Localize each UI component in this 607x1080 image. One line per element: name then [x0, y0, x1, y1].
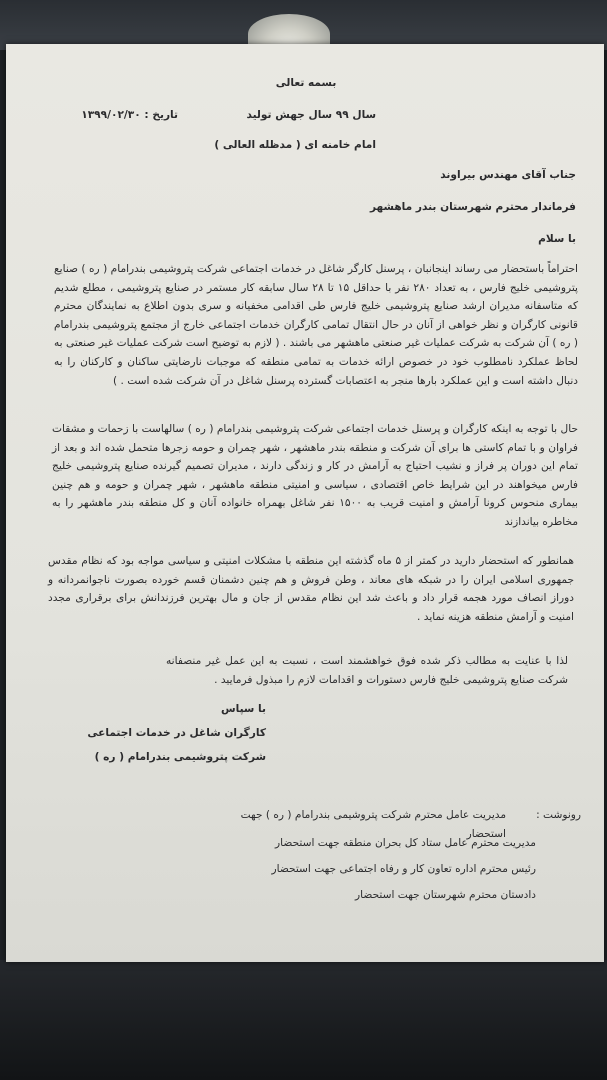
letter-paper: [6, 44, 604, 962]
recipient-name: جناب آقای مهندس بیراوند: [440, 169, 576, 181]
leader-quote-attribution: امام خامنه ای ( مدظله العالی ): [214, 139, 376, 151]
closing-thanks: با سپاس: [221, 703, 266, 715]
background-floor: [0, 960, 607, 1080]
cc-item: مدیریت محترم عامل ستاد کل بحران منطقه جهت استحضار: [275, 837, 536, 849]
closing-company: شرکت پتروشیمی بندرامام ( ره ): [94, 751, 266, 763]
closing-signatory: کارگران شاغل در خدمات اجتماعی: [87, 727, 266, 739]
year-slogan: سال ۹۹ سال جهش تولید: [246, 109, 376, 121]
cc-item: رئیس محترم اداره تعاون کار و رفاه اجتماعی جهت استحضار: [271, 863, 536, 875]
recipient-title: فرماندار محترم شهرستان بندر ماهشهر: [369, 201, 576, 213]
paragraph-1: احتراماً باستحضار می رساند اینجانبان ، پرسنل کارگر شاغل در خدمات اجتماعی شرکت پتروشیمی بندرامام ( ره ) صنایع پتروشیمی خلیج فارس ، به تعداد ۲۸۰ نفر با حداقل ۱۵ تا ۲۸ سال سابقه کار مستمر در صنایع پتروشیمی ، مطلع شدیم که متاسفانه مدیران ارشد صنایع پتروشیمی خلیج فارس طی اقدامی مخفیانه و سری بدون اطلاع به نمایندگان محترم قانونی کارگران و نظر خواهی از آنان در حال انتقال تمامی کارگران خدمات اجتماعی خارج از مجتمع پتروشیمی بندرامام ( ره ) آن شرکت به شرکت عملیات غیر صنعتی ماهشهر می باشند . ( لازم به توضیح است شرکت عملیات غیر صنعتی به لحاظ عملکرد نامطلوب خود در خصوص ارائه خدمات به تمامی منطقه که موجبات نارضایتی ساکنان و کارکنان را به دنبال داشته است و این عملکرد بارها منجر به اعتصابات گسترده پرسنل شاغل در آن شرکت شده است . ): [54, 263, 578, 387]
cc-item: مدیریت عامل محترم شرکت پتروشیمی بندرامام ( ره ) جهت استحضار: [240, 809, 506, 840]
cc-label: رونوشت :: [536, 809, 581, 821]
letter-date: تاریخ : ۱۳۹۹/۰۲/۳۰: [81, 109, 178, 121]
paragraph-3: همانطور که استحضار دارید در کمتر از ۵ ماه گذشته این منطقه با مشکلات امنیتی و سیاسی مواجه بود که نظام مقدس جمهوری اسلامی ایران را در شبکه های معاند ، وطن فروش و هم چنین دشمنان قسم خورده بصورت ناجوانمردانه و دوراز انصاف مورد هجمه قرار داد و باعث شد این نظام مقدس از جان و مال بهترین فرزندانش برای برقراری مجدد امنیت و آرامش منطقه هزینه نماید .: [48, 555, 574, 623]
cc-item: دادستان محترم شهرستان جهت استحضار: [355, 889, 536, 901]
salutation: با سلام: [538, 233, 576, 245]
paragraph-4: لذا با عنایت به مطالب ذکر شده فوق خواهشمند است ، نسبت به این عمل غیر منصفانه شرکت صنایع پتروشیمی خلیج فارس دستورات و اقدامات لازم را مبذول فرمایید .: [166, 655, 568, 686]
bismillah-heading: بسمه تعالی: [275, 77, 337, 89]
paragraph-2: حال با توجه به اینکه کارگران و پرسنل خدمات اجتماعی شرکت پتروشیمی بندرامام ( ره ) سالهاست با زحمات و مشقات فراوان و با تمام کاستی ها برای آن شرکت و منطقه بندر ماهشهر ، شهر چمران و حومه زجرها متحمل شده اند و بعد از تمام این دوران پر فراز و نشیب احتیاج به آرامش در کار و زندگی دارند ، مدیران تصمیم گیرنده صنایع پتروشیمی خلیج فارس میخواهند در این شرایط خاص اقتصادی ، سیاسی و امنیتی منطقه ماهشهر ، شهر چمران و حومه و هم چنین بیماری منحوس کرونا آرامش و امنیت قریب به ۱۵۰۰ نفر شاغل بهمراه خانواده آنان و کل منطقه بندر ماهشهر را به مخاطره بیاندازند: [52, 423, 578, 528]
